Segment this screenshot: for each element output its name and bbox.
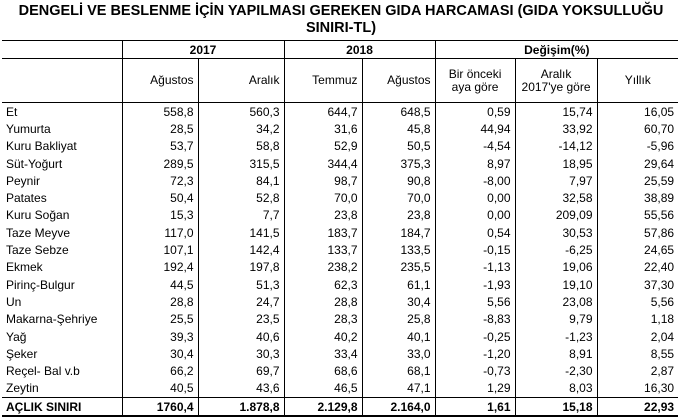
change-since-december-cell: -2,30	[515, 362, 597, 379]
value-2018-august-cell: 25,8	[362, 311, 435, 328]
change-since-december-cell: -6,25	[515, 241, 597, 258]
table-row	[2, 362, 678, 379]
value-2018-july-cell: 31,6	[284, 120, 362, 137]
change-monthly-cell: -1,20	[435, 345, 515, 362]
value-2018-july-cell: 344,4	[284, 155, 362, 172]
change-annual-cell: 57,86	[644, 225, 675, 240]
group-change: Değişim(%)	[435, 41, 678, 59]
value-2018-august-cell: 30,4	[362, 293, 435, 310]
value-2017-august-cell: 66,2	[122, 362, 198, 379]
change-since-december-cell: 19,06	[515, 259, 597, 276]
value-2017-december-cell: 23,5	[198, 311, 284, 328]
change-monthly-cell: 0,00	[435, 189, 515, 206]
value-2018-august-cell: 70,0	[362, 189, 435, 206]
change-monthly-cell: -0,15	[435, 241, 515, 258]
value-2017-december-cell: 142,4	[198, 241, 284, 258]
change-since-december-cell: 18,95	[515, 155, 597, 172]
table-body	[2, 103, 678, 417]
value-2017-august-cell: 39,3	[122, 328, 198, 345]
value-2017-december-cell: 1.878,8	[198, 398, 284, 417]
value-2018-july-cell: 238,2	[284, 259, 362, 276]
value-2018-july-cell: 62,3	[284, 276, 362, 293]
value-2018-july-cell: 133,7	[284, 241, 362, 258]
change-monthly-cell: -1,93	[435, 276, 515, 293]
change-annual-cell: 22,93	[597, 398, 678, 417]
col-header-2017-december: Aralık	[198, 59, 284, 103]
value-2017-august-cell: 30,4	[122, 345, 198, 362]
value-2017-december-cell: 40,6	[198, 328, 284, 345]
change-annual-cell: 16,30	[644, 381, 675, 396]
change-annual-cell: 8,55	[650, 346, 675, 361]
item-name-cell: Süt-Yoğurt	[2, 155, 122, 172]
value-2017-august-cell: 28,5	[122, 120, 198, 137]
value-2018-august-cell: 61,1	[362, 276, 435, 293]
table-row	[2, 189, 678, 206]
change-annual-cell: 24,65	[644, 243, 675, 258]
item-name-cell: AÇLIK SINIRI	[2, 398, 122, 417]
value-2017-august-cell: 53,7	[122, 138, 198, 155]
change-monthly-cell: -4,54	[435, 138, 515, 155]
item-name-cell: Un	[2, 293, 122, 310]
change-annual-cell: 29,64	[644, 156, 675, 171]
change-monthly-cell: 8,97	[435, 155, 515, 172]
value-2018-august-cell: 47,1	[362, 380, 435, 398]
value-2018-august-cell: 133,5	[362, 241, 435, 258]
value-2018-july-cell: 2.129,8	[284, 398, 362, 417]
value-2018-august-cell: 33,0	[362, 345, 435, 362]
item-name-cell: Taze Meyve	[2, 224, 122, 241]
value-2017-december-cell: 52,8	[198, 189, 284, 206]
value-2017-august-cell: 50,4	[122, 189, 198, 206]
value-2017-december-cell: 197,8	[198, 259, 284, 276]
item-name-cell: Yumurta	[2, 120, 122, 137]
table-row	[2, 345, 678, 362]
table-row	[2, 241, 678, 258]
value-2017-august-cell: 25,5	[122, 311, 198, 328]
change-since-december-cell: 23,08	[515, 293, 597, 310]
total-row	[2, 398, 678, 417]
value-2018-august-cell: 68,1	[362, 362, 435, 379]
value-2017-december-cell: 69,7	[198, 362, 284, 379]
item-name-cell: Kuru Soğan	[2, 207, 122, 224]
table-row	[2, 276, 678, 293]
change-since-december-cell: 8,03	[515, 380, 597, 398]
value-2017-august-cell: 44,5	[122, 276, 198, 293]
change-annual-cell: 2,87	[650, 364, 675, 379]
value-2017-august-cell: 40,5	[122, 380, 198, 398]
value-2018-august-cell: 90,8	[362, 172, 435, 189]
food-poverty-table	[2, 40, 678, 417]
value-2018-july-cell: 46,5	[284, 380, 362, 398]
value-2018-august-cell: 23,8	[362, 207, 435, 224]
change-since-december-cell: -14,12	[515, 138, 597, 155]
col-header-2018-july: Temmuz	[284, 59, 362, 103]
table-row	[2, 172, 678, 189]
change-monthly-cell: 0,59	[435, 103, 515, 121]
value-2017-december-cell: 58,8	[198, 138, 284, 155]
value-2017-august-cell: 289,5	[122, 155, 198, 172]
change-since-december-cell: 33,92	[515, 120, 597, 137]
value-2018-august-cell: 375,3	[362, 155, 435, 172]
value-2017-december-cell: 7,7	[198, 207, 284, 224]
change-since-december-cell: 32,58	[515, 189, 597, 206]
change-monthly-cell: -1,13	[435, 259, 515, 276]
table-row	[2, 259, 678, 276]
value-2017-december-cell: 84,1	[198, 172, 284, 189]
table-row	[2, 380, 678, 398]
table-row	[2, 328, 678, 345]
change-since-december-cell: 209,09	[515, 207, 597, 224]
change-monthly-cell: -0,73	[435, 362, 515, 379]
change-monthly-cell: -0,25	[435, 328, 515, 345]
col-header-2018-august: Ağustos	[362, 59, 435, 103]
change-since-december-cell: 9,79	[515, 311, 597, 328]
item-name-cell: Şeker	[2, 345, 122, 362]
value-2018-july-cell: 70,0	[284, 189, 362, 206]
value-2017-december-cell: 51,3	[198, 276, 284, 293]
table-row	[2, 207, 678, 224]
value-2018-august-cell: 40,1	[362, 328, 435, 345]
table-row	[2, 311, 678, 328]
item-name-cell: Reçel- Bal v.b	[2, 362, 122, 379]
change-annual-cell: 1,18	[650, 312, 675, 327]
table-title: DENGELİ VE BESLENME İÇİN YAPILMASI GEREKEN GIDA HARCAMASI (GIDA YOKSULLUĞU SINIRI-TL)	[18, 3, 664, 36]
value-2018-july-cell: 23,8	[284, 207, 362, 224]
value-2018-july-cell: 33,4	[284, 345, 362, 362]
value-2018-july-cell: 644,7	[284, 103, 362, 121]
change-monthly-cell: 1,61	[435, 398, 515, 417]
value-2018-july-cell: 52,9	[284, 138, 362, 155]
item-name-cell: Pirinç-Bulgur	[2, 276, 122, 293]
change-monthly-cell: -8,83	[435, 311, 515, 328]
value-2018-august-cell: 184,7	[362, 224, 435, 241]
table-row	[2, 120, 678, 137]
change-monthly-cell: 1,29	[435, 380, 515, 398]
table-row	[2, 103, 678, 121]
change-annual-cell: 37,30	[644, 277, 675, 292]
table-row	[2, 138, 678, 155]
value-2018-august-cell: 648,5	[362, 103, 435, 121]
change-since-december-cell: 15,74	[515, 103, 597, 121]
table-row	[2, 293, 678, 310]
value-2018-august-cell: 2.164,0	[362, 398, 435, 417]
item-name-cell: Zeytin	[2, 380, 122, 398]
value-2017-december-cell: 560,3	[198, 103, 284, 121]
item-name-cell: Makarna-Şehriye	[2, 311, 122, 328]
value-2017-december-cell: 24,7	[198, 293, 284, 310]
change-since-december-cell: 30,53	[515, 224, 597, 241]
change-annual-cell: 16,05	[644, 104, 675, 119]
value-2018-august-cell: 50,5	[362, 138, 435, 155]
change-since-december-cell: -1,23	[515, 328, 597, 345]
value-2017-december-cell: 315,5	[198, 155, 284, 172]
change-annual-cell: 38,89	[644, 191, 675, 206]
value-2018-july-cell: 68,6	[284, 362, 362, 379]
empty-corner-cell	[2, 41, 122, 59]
change-since-december-cell: 15,18	[515, 398, 597, 417]
change-annual-cell: 2,04	[650, 329, 675, 344]
change-monthly-cell: -8,00	[435, 172, 515, 189]
item-name-cell: Yağ	[2, 328, 122, 345]
value-2017-august-cell: 15,3	[122, 207, 198, 224]
item-name-cell: Peynir	[2, 172, 122, 189]
value-2017-august-cell: 107,1	[122, 241, 198, 258]
value-2018-july-cell: 98,7	[284, 172, 362, 189]
change-monthly-cell: 0,00	[435, 207, 515, 224]
value-2018-july-cell: 183,7	[284, 224, 362, 241]
value-2017-august-cell: 28,8	[122, 293, 198, 310]
group-2017: 2017	[122, 41, 284, 59]
group-2018: 2018	[284, 41, 435, 59]
item-name-cell: Patates	[2, 189, 122, 206]
col-header-since-december-change: Aralık 2017'ye göre	[515, 59, 597, 103]
change-since-december-cell: 8,91	[515, 345, 597, 362]
change-annual-cell: -5,96	[646, 139, 675, 154]
change-annual-cell: 55,56	[644, 208, 675, 223]
change-annual-cell: 22,40	[644, 260, 675, 275]
table-row	[2, 155, 678, 172]
value-2017-august-cell: 72,3	[122, 172, 198, 189]
change-monthly-cell: 0,54	[435, 224, 515, 241]
value-2017-august-cell: 558,8	[122, 103, 198, 121]
col-header-2017-august: Ağustos	[122, 59, 198, 103]
value-2018-july-cell: 40,2	[284, 328, 362, 345]
value-2018-august-cell: 45,8	[362, 120, 435, 137]
value-2017-december-cell: 30,3	[198, 345, 284, 362]
value-2017-august-cell: 192,4	[122, 259, 198, 276]
change-annual-cell: 5,56	[650, 294, 675, 309]
item-name-cell: Ekmek	[2, 259, 122, 276]
change-since-december-cell: 19,10	[515, 276, 597, 293]
value-2017-december-cell: 141,5	[198, 224, 284, 241]
group-header-row	[2, 41, 678, 59]
table-row	[2, 224, 678, 241]
value-2017-december-cell: 43,6	[198, 380, 284, 398]
value-2018-july-cell: 28,3	[284, 311, 362, 328]
col-header-monthly-change: Bir önceki aya göre	[435, 59, 515, 103]
change-annual-cell: 25,59	[644, 173, 675, 188]
change-since-december-cell: 7,97	[515, 172, 597, 189]
value-2018-august-cell: 235,5	[362, 259, 435, 276]
value-2017-december-cell: 34,2	[198, 120, 284, 137]
value-2017-august-cell: 1760,4	[122, 398, 198, 417]
value-2017-august-cell: 117,0	[122, 224, 198, 241]
change-annual-cell: 60,70	[644, 121, 675, 136]
item-name-cell: Taze Sebze	[2, 241, 122, 258]
change-monthly-cell: 44,94	[435, 120, 515, 137]
item-name-cell: Kuru Bakliyat	[2, 138, 122, 155]
col-header-annual-change: Yıllık	[597, 59, 678, 103]
change-monthly-cell: 5,56	[435, 293, 515, 310]
column-header-row	[2, 59, 678, 103]
empty-label-cell	[2, 59, 122, 103]
value-2018-july-cell: 28,8	[284, 293, 362, 310]
item-name-cell: Et	[2, 103, 122, 121]
